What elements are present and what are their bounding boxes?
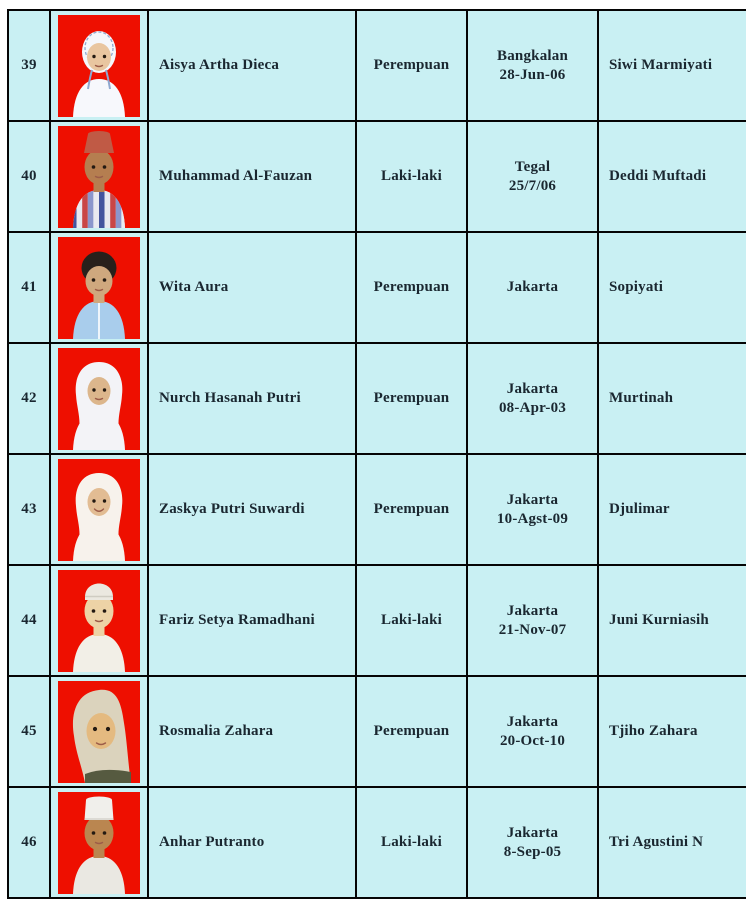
- table-row: [8, 232, 746, 343]
- row-number-cell: [8, 565, 50, 676]
- birth-cell: [467, 343, 598, 454]
- parent-name: Juni Kurniasih: [609, 612, 709, 628]
- parent-name: Sopiyati: [609, 279, 664, 295]
- row-number: 45: [21, 723, 37, 739]
- parent-name-cell: [598, 565, 746, 676]
- birth-date: 20-Oct-10: [499, 732, 566, 749]
- student-name: Nurch Hasanah Putri: [159, 390, 301, 406]
- birth-place: Jakarta: [506, 713, 559, 730]
- student-photo: [58, 681, 140, 783]
- parent-name-cell: [598, 232, 746, 343]
- row-number: 40: [21, 168, 37, 184]
- photo-cell: [50, 676, 148, 787]
- row-number-cell: [8, 454, 50, 565]
- gender-cell: [356, 121, 467, 232]
- birth-place: Jakarta: [506, 380, 559, 397]
- parent-name-cell: [598, 676, 746, 787]
- birth-cell: [467, 565, 598, 676]
- row-number: 44: [21, 612, 37, 628]
- birth-place: Bangkalan: [497, 47, 568, 64]
- birth-cell: [467, 232, 598, 343]
- gender-cell: [356, 343, 467, 454]
- table-row: [8, 121, 746, 232]
- birth-date: 8-Sep-05: [503, 843, 562, 860]
- student-photo: [58, 15, 140, 117]
- row-number-cell: [8, 676, 50, 787]
- gender-label: Perempuan: [373, 501, 450, 517]
- student-name: Aisya Artha Dieca: [159, 57, 280, 73]
- parent-name-cell: [598, 787, 746, 898]
- gender-cell: [356, 232, 467, 343]
- birth-date: 21-Nov-07: [498, 621, 567, 638]
- parent-name: Siwi Marmiyati: [609, 57, 713, 73]
- student-name: Anhar Putranto: [159, 834, 265, 850]
- table-row: [8, 343, 746, 454]
- student-name-cell: [148, 787, 356, 898]
- table-row: [8, 676, 746, 787]
- parent-name-cell: [598, 343, 746, 454]
- row-number: 42: [21, 390, 37, 406]
- table-row: [8, 10, 746, 121]
- parent-name: Djulimar: [609, 501, 670, 517]
- student-photo: [58, 459, 140, 561]
- gender-label: Perempuan: [373, 390, 450, 406]
- student-name: Rosmalia Zahara: [159, 723, 274, 739]
- gender-label: Perempuan: [373, 279, 450, 295]
- student-name-cell: [148, 121, 356, 232]
- gender-label: Laki-laki: [381, 168, 442, 184]
- parent-name: Tjiho Zahara: [609, 723, 698, 739]
- student-roster-sheet: [7, 9, 746, 899]
- birth-date: 28-Jun-06: [499, 66, 566, 83]
- table-row: [8, 454, 746, 565]
- birth-place: Jakarta: [506, 279, 559, 295]
- parent-name: Tri Agustini N: [609, 834, 704, 850]
- photo-cell: [50, 565, 148, 676]
- birth-date: 08-Apr-03: [498, 399, 567, 416]
- parent-name-cell: [598, 454, 746, 565]
- birth-place: Jakarta: [506, 824, 559, 841]
- parent-name-cell: [598, 10, 746, 121]
- student-photo: [58, 570, 140, 672]
- gender-cell: [356, 787, 467, 898]
- gender-label: Perempuan: [373, 57, 450, 73]
- student-photo: [58, 237, 140, 339]
- row-number-cell: [8, 232, 50, 343]
- birth-cell: [467, 676, 598, 787]
- student-photo: [58, 126, 140, 228]
- table-row: [8, 565, 746, 676]
- birth-place: Jakarta: [506, 491, 559, 508]
- row-number-cell: [8, 121, 50, 232]
- student-name-cell: [148, 343, 356, 454]
- photo-cell: [50, 121, 148, 232]
- row-number: 39: [21, 57, 37, 73]
- student-name: Wita Aura: [159, 279, 229, 295]
- student-name-cell: [148, 232, 356, 343]
- parent-name: Murtinah: [609, 390, 674, 406]
- photo-cell: [50, 454, 148, 565]
- birth-date: 10-Agst-09: [496, 510, 569, 527]
- photo-cell: [50, 787, 148, 898]
- row-number: 46: [21, 834, 37, 850]
- row-number-cell: [8, 343, 50, 454]
- student-name: Fariz Setya Ramadhani: [159, 612, 315, 628]
- student-table: [7, 9, 746, 899]
- gender-label: Perempuan: [373, 723, 450, 739]
- row-number: 43: [21, 501, 37, 517]
- birth-cell: [467, 121, 598, 232]
- birth-cell: [467, 787, 598, 898]
- student-name: Zaskya Putri Suwardi: [159, 501, 305, 517]
- table-row: [8, 787, 746, 898]
- birth-date: 25/7/06: [508, 177, 557, 194]
- photo-cell: [50, 232, 148, 343]
- gender-label: Laki-laki: [381, 834, 442, 850]
- gender-cell: [356, 454, 467, 565]
- row-number-cell: [8, 10, 50, 121]
- birth-place: Tegal: [514, 158, 551, 175]
- student-photo: [58, 792, 140, 894]
- student-name-cell: [148, 10, 356, 121]
- gender-cell: [356, 10, 467, 121]
- gender-label: Laki-laki: [381, 612, 442, 628]
- gender-cell: [356, 565, 467, 676]
- birth-place: Jakarta: [506, 602, 559, 619]
- parent-name: Deddi Muftadi: [609, 168, 707, 184]
- student-name-cell: [148, 565, 356, 676]
- birth-cell: [467, 454, 598, 565]
- parent-name-cell: [598, 121, 746, 232]
- student-name-cell: [148, 676, 356, 787]
- row-number: 41: [21, 279, 37, 295]
- birth-cell: [467, 10, 598, 121]
- student-name: Muhammad Al-Fauzan: [159, 168, 313, 184]
- photo-cell: [50, 343, 148, 454]
- row-number-cell: [8, 787, 50, 898]
- gender-cell: [356, 676, 467, 787]
- student-photo: [58, 348, 140, 450]
- photo-cell: [50, 10, 148, 121]
- student-name-cell: [148, 454, 356, 565]
